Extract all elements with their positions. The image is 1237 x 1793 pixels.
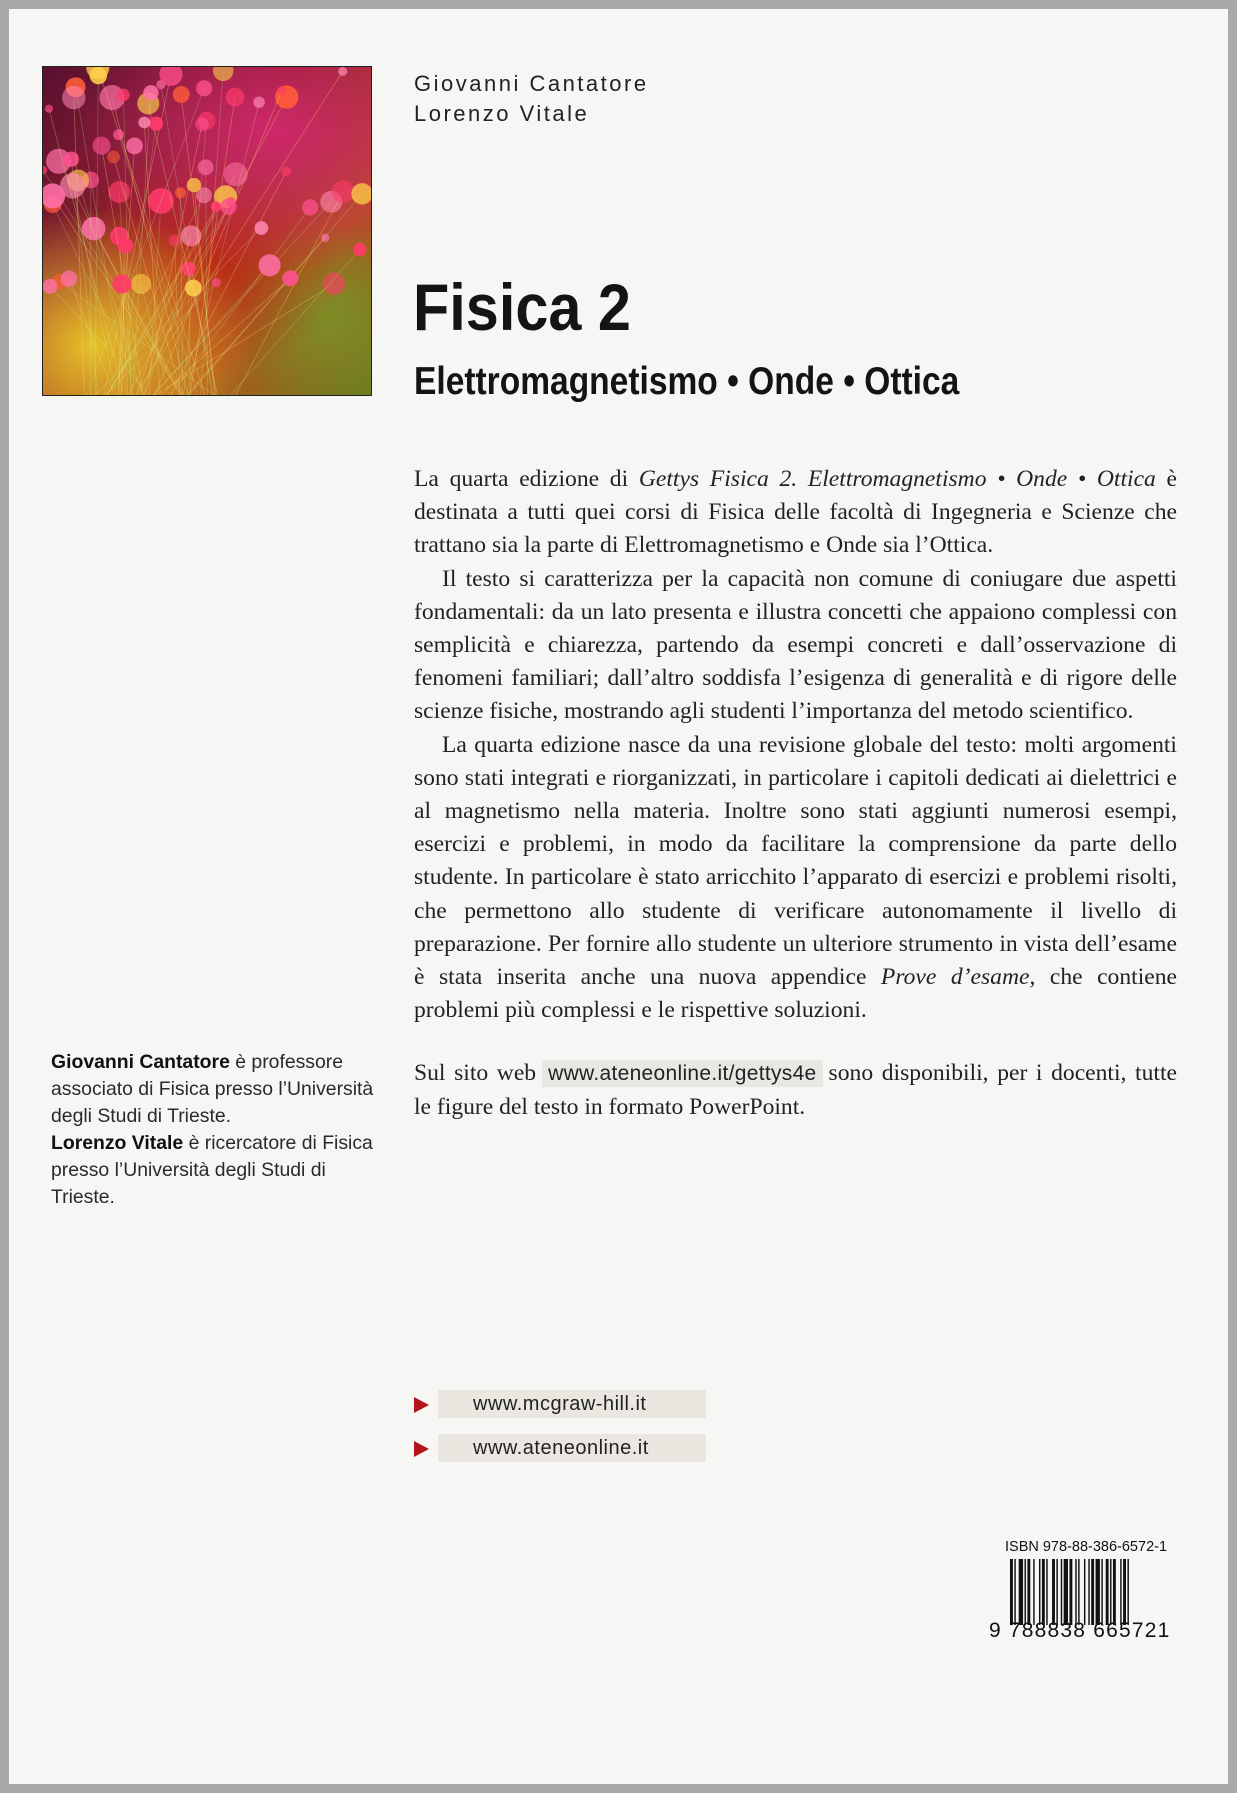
book-title: Fisica 2 [413, 270, 631, 344]
fiber-optics-photo [42, 66, 372, 396]
bio-text: è ricercatore di Fisica presso l’Università degli Studi di Trieste. [51, 1132, 373, 1208]
text-span: è destinata a tutti quei corsi di Fisica delle facoltà di Ingegneria e Scienze che trattano sia la parte di Elettromagnetismo e Onde sia l’Ottica. [414, 466, 1177, 559]
red-arrow-icon [414, 1441, 429, 1457]
fiber-optic-strands [43, 67, 371, 395]
bio-text: è professore associato di Fisica presso l’Università degli Studi di Trieste. [51, 1051, 374, 1127]
book-description [414, 463, 1177, 1124]
red-arrow-icon [414, 1397, 429, 1413]
author-bio [51, 1049, 381, 1211]
text-span: sono disponibili, per i docenti, tutte le figure del testo in formato PowerPoint. [414, 1060, 1177, 1120]
website-paragraph [414, 1057, 1177, 1123]
author-name: Lorenzo Vitale [414, 101, 590, 126]
website-url-link[interactable]: www.ateneonline.it/gettys4e [542, 1060, 822, 1087]
description-paragraph [414, 729, 1177, 1028]
barcode-icon [1010, 1559, 1172, 1625]
authors [414, 69, 649, 129]
italic-appendix-title: Prove d’esame [880, 964, 1030, 991]
link-mcgraw-hill[interactable]: www.mcgraw-hill.it [438, 1390, 706, 1418]
bio-author-name: Lorenzo Vitale [51, 1132, 184, 1154]
author-name: Giovanni Cantatore [414, 71, 649, 96]
book-back-cover [9, 9, 1228, 1784]
text-span: , che contiene problemi più complessi e le rispettive soluzioni. [414, 964, 1177, 1024]
description-paragraph: Il testo si caratterizza per la capacità non comune di coniugare due aspetti fondamentali: da un lato presenta e illustra concetti che appaiono complessi con semplicità e chiarezza, partendo da esempi concreti e dall’osservazione di fenomeni familiari; dall’altro soddisfa l’esigenza di generalità e di rigore delle scienze fisiche, mostrando agli studenti l’importanza del metodo scientifico. [414, 565, 1177, 725]
bio-author-name: Giovanni Cantatore [51, 1051, 230, 1073]
italic-book-title: Gettys Fisica 2. Elettromagnetismo • Onde • Ottica [638, 466, 1156, 492]
book-subtitle: Elettromagnetismo • Onde • Ottica [414, 360, 960, 403]
text-span: La quarta edizione di [414, 466, 639, 492]
text-span: Sul sito web [414, 1060, 537, 1087]
barcode-number: 9 788838 665721 [989, 1619, 1171, 1642]
description-paragraph [414, 463, 1177, 563]
text-span: La quarta edizione nasce da una revisione globale del testo: molti argomenti sono stati integrati e riorganizzati, in particolare i capitoli dedicati ai dielettrici e al magnetismo nella materia. Inoltre sono stati aggiunti numerosi esempi, esercizi e problemi, in modo da facilitare la comprensione da parte dello studente. In particolare è stato arricchito l’apparato di esercizi e problemi risolti, che permettono allo studente di verificare autonomamente il livello di preparazione. Per fornire allo studente un ulteriore strumento in vista dell’esame è stata inserita anche una nuova appendice [414, 731, 1177, 991]
link-ateneonline[interactable]: www.ateneonline.it [438, 1434, 706, 1462]
isbn-label: ISBN 978-88-386-6572-1 [1005, 1539, 1168, 1555]
